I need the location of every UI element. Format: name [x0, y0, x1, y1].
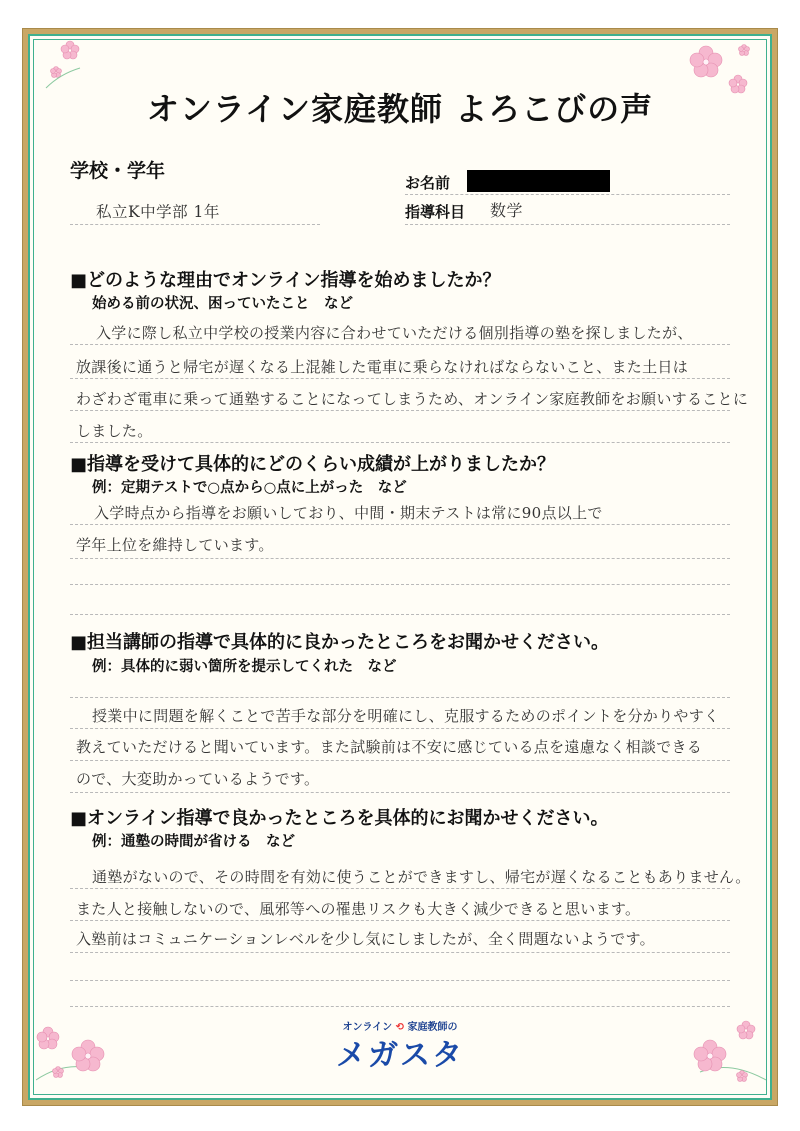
answer-rule: [70, 558, 730, 559]
logo-tagline-left: オンライン: [342, 1022, 393, 1033]
answer-rule: [70, 1006, 730, 1007]
answer-rule: [70, 584, 730, 585]
section-heading: ■オンライン指導で良かったところを具体的にお聞かせください。: [70, 808, 609, 829]
answer-rule: [70, 442, 730, 443]
section-example: 例：定期テストで○点から○点に上がった など: [92, 480, 407, 496]
answer-line: 入塾前はコミュニケーションレベルを少し気にしましたが、全く問題ないようです。: [76, 930, 655, 948]
section-example: 例：通塾の時間が省ける など: [92, 834, 295, 850]
answer-line: ので、大変助かっているようです。: [76, 770, 320, 788]
answer-rule: [70, 760, 730, 761]
logo-brand: メガスタ: [336, 1038, 464, 1073]
section-example: 例：具体的に弱い箇所を提示してくれた など: [92, 659, 397, 675]
answer-rule: [70, 980, 730, 981]
school-year-label: 学校・学年: [70, 160, 166, 182]
section-heading: ■指導を受けて具体的にどのくらい成績が上がりましたか？: [70, 454, 556, 475]
answer-rule: [70, 410, 730, 411]
answer-line: 放課後に通うと帰宅が遅くなる上混雑した電車に乗らなければならないこと、また土日は: [76, 358, 689, 376]
answer-rule: [70, 378, 730, 379]
answer-rule: [70, 524, 730, 525]
logo-arrow-icon: ⟲: [395, 1022, 405, 1033]
answer-rule: [70, 728, 730, 729]
answer-line: 授業中に問題を解くことで苦手な部分を明確にし、克服するためのポイントを分かりやすく: [92, 707, 720, 725]
answer-rule: [70, 697, 730, 698]
answer-line: 入学時点から指導をお願いしており、中間・期末テストは常に90点以上で: [94, 504, 603, 522]
answer-rule: [70, 614, 730, 615]
answer-rule: [70, 952, 730, 953]
subject-value: 数学: [490, 201, 524, 220]
subject-label: 指導科目: [405, 203, 466, 221]
section-heading: ■どのような理由でオンライン指導を始めましたか？: [70, 270, 501, 291]
answer-line: わざわざ電車に乗って通塾することになってしまうため、オンライン家庭教師をお願いすることに: [76, 390, 749, 408]
answer-line: 入学に際し私立中学校の授業内容に合わせていただける個別指導の塾を探しましたが、: [96, 324, 693, 342]
answer-rule: [70, 792, 730, 793]
answer-rule: [70, 344, 730, 345]
subject-underline: [405, 224, 730, 225]
answer-line: 通塾がないので、その時間を有効に使うことができますし、帰宅が遅くなることもありません。: [92, 868, 751, 886]
school-year-value: 私立K中学部 1年: [96, 203, 220, 221]
answer-line: しました。: [76, 422, 153, 440]
page-title: オンライン家庭教師 よろこびの声: [146, 90, 654, 128]
answer-line: また人と接触しないので、風邪等への罹患リスクも大きく減少できると思います。: [76, 900, 641, 918]
answer-line: 教えていただけると聞いています。また試験前は不安に感じている点を遠慮なく相談できる: [76, 738, 703, 756]
name-underline: [405, 194, 730, 195]
name-label: お名前: [405, 174, 451, 192]
section-example: 始める前の状況、困っていたこと など: [92, 296, 353, 312]
logo-tagline-right: 家庭教師の: [407, 1022, 458, 1033]
answer-line: 学年上位を維持しています。: [76, 536, 274, 554]
answer-rule: [70, 920, 730, 921]
school-year-underline: [70, 224, 320, 225]
name-redaction: [467, 170, 610, 192]
section-heading: ■担当講師の指導で具体的に良かったところをお聞かせください。: [70, 632, 610, 653]
answer-rule: [70, 888, 730, 889]
